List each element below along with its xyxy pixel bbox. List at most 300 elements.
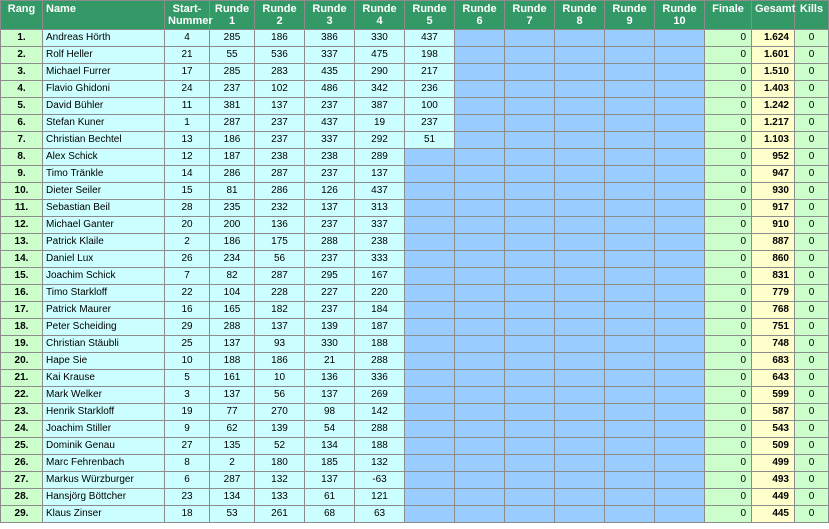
kills-cell: 0: [795, 149, 829, 166]
round-8-cell: [555, 234, 605, 251]
total-cell: 768: [752, 302, 795, 319]
finale-cell: 0: [705, 472, 752, 489]
finale-cell: 0: [705, 132, 752, 149]
round-9-cell: [605, 81, 655, 98]
rank-cell: 4.: [1, 81, 43, 98]
round-1-cell: 186: [210, 132, 255, 149]
kills-cell: 0: [795, 234, 829, 251]
finale-cell: 0: [705, 506, 752, 523]
round-4-cell: -63: [355, 472, 405, 489]
round-1-cell: 77: [210, 404, 255, 421]
table-row: [1, 489, 829, 506]
header-round-label: Runde: [412, 3, 447, 15]
round-3-cell: 98: [305, 404, 355, 421]
round-1-cell: 186: [210, 234, 255, 251]
round-2-cell: 287: [255, 268, 305, 285]
header-round-5: [405, 1, 455, 30]
finale-cell: 0: [705, 421, 752, 438]
name-cell: Peter Scheiding: [43, 319, 165, 336]
finale-cell: 0: [705, 370, 752, 387]
round-8-cell: [555, 472, 605, 489]
rank-cell: 25.: [1, 438, 43, 455]
table-row: [1, 200, 829, 217]
round-2-cell: 186: [255, 30, 305, 47]
round-10-cell: [655, 455, 705, 472]
round-5-cell: [405, 183, 455, 200]
table-row: [1, 506, 829, 523]
start-number-cell: 24: [165, 81, 210, 98]
round-7-cell: [505, 81, 555, 98]
name-cell: Hape Sie: [43, 353, 165, 370]
round-5-cell: 217: [405, 64, 455, 81]
total-cell: 748: [752, 336, 795, 353]
round-7-cell: [505, 387, 555, 404]
round-2-cell: 133: [255, 489, 305, 506]
name-cell: Henrik Starkloff: [43, 404, 165, 421]
kills-cell: 0: [795, 336, 829, 353]
round-8-cell: [555, 217, 605, 234]
round-8-cell: [555, 132, 605, 149]
total-cell: 930: [752, 183, 795, 200]
header-round-1: [210, 1, 255, 30]
round-4-cell: 313: [355, 200, 405, 217]
round-7-cell: [505, 370, 555, 387]
start-number-cell: 16: [165, 302, 210, 319]
start-number-cell: 28: [165, 200, 210, 217]
kills-cell: 0: [795, 183, 829, 200]
round-8-cell: [555, 404, 605, 421]
round-6-cell: [455, 336, 505, 353]
round-9-cell: [605, 217, 655, 234]
total-cell: 643: [752, 370, 795, 387]
table-row: [1, 387, 829, 404]
round-9-cell: [605, 64, 655, 81]
rank-cell: 16.: [1, 285, 43, 302]
rank-cell: 17.: [1, 302, 43, 319]
table-row: [1, 217, 829, 234]
name-cell: Daniel Lux: [43, 251, 165, 268]
round-10-cell: [655, 285, 705, 302]
round-9-cell: [605, 336, 655, 353]
kills-cell: 0: [795, 438, 829, 455]
round-7-cell: [505, 472, 555, 489]
rank-cell: 29.: [1, 506, 43, 523]
round-8-cell: [555, 387, 605, 404]
round-9-cell: [605, 47, 655, 64]
round-7-cell: [505, 200, 555, 217]
round-3-cell: 54: [305, 421, 355, 438]
header-start-number: [165, 1, 213, 30]
round-3-cell: 288: [305, 234, 355, 251]
round-10-cell: [655, 404, 705, 421]
start-number-cell: 21: [165, 47, 210, 64]
header-round-label: Runde: [262, 3, 297, 15]
round-9-cell: [605, 455, 655, 472]
rank-cell: 9.: [1, 166, 43, 183]
table-row: [1, 302, 829, 319]
round-10-cell: [655, 149, 705, 166]
round-10-cell: [655, 200, 705, 217]
finale-cell: 0: [705, 217, 752, 234]
round-4-cell: 387: [355, 98, 405, 115]
round-5-cell: [405, 234, 455, 251]
round-9-cell: [605, 268, 655, 285]
round-1-cell: 381: [210, 98, 255, 115]
round-2-cell: 180: [255, 455, 305, 472]
round-5-cell: [405, 353, 455, 370]
rank-cell: 19.: [1, 336, 43, 353]
round-6-cell: [455, 489, 505, 506]
round-5-cell: [405, 506, 455, 523]
rank-cell: 5.: [1, 98, 43, 115]
round-1-cell: 285: [210, 30, 255, 47]
round-9-cell: [605, 200, 655, 217]
round-7-cell: [505, 30, 555, 47]
round-6-cell: [455, 30, 505, 47]
table-row: [1, 149, 829, 166]
round-8-cell: [555, 336, 605, 353]
round-5-cell: [405, 217, 455, 234]
name-cell: Dominik Genau: [43, 438, 165, 455]
total-cell: 1.242: [752, 98, 795, 115]
rank-cell: 21.: [1, 370, 43, 387]
name-cell: Rolf Heller: [43, 47, 165, 64]
round-5-cell: [405, 200, 455, 217]
round-1-cell: 288: [210, 319, 255, 336]
round-2-cell: 52: [255, 438, 305, 455]
round-7-cell: [505, 234, 555, 251]
round-10-cell: [655, 421, 705, 438]
header-round-9: [605, 1, 655, 30]
round-10-cell: [655, 336, 705, 353]
kills-cell: 0: [795, 200, 829, 217]
round-10-cell: [655, 370, 705, 387]
round-5-cell: [405, 404, 455, 421]
round-5-cell: [405, 387, 455, 404]
round-5-cell: 237: [405, 115, 455, 132]
round-3-cell: 237: [305, 98, 355, 115]
round-3-cell: 330: [305, 336, 355, 353]
table-row: [1, 268, 829, 285]
start-number-cell: 4: [165, 30, 210, 47]
round-4-cell: 337: [355, 217, 405, 234]
kills-cell: 0: [795, 421, 829, 438]
round-6-cell: [455, 81, 505, 98]
header-round-label: Runde: [462, 3, 497, 15]
round-2-cell: 132: [255, 472, 305, 489]
round-2-cell: 136: [255, 217, 305, 234]
round-9-cell: [605, 149, 655, 166]
round-5-cell: [405, 438, 455, 455]
round-9-cell: [605, 387, 655, 404]
round-7-cell: [505, 285, 555, 302]
header-start-line1: Start-: [172, 3, 202, 15]
table-row: [1, 472, 829, 489]
round-9-cell: [605, 98, 655, 115]
round-3-cell: 21: [305, 353, 355, 370]
round-6-cell: [455, 47, 505, 64]
total-cell: 509: [752, 438, 795, 455]
round-1-cell: 81: [210, 183, 255, 200]
round-9-cell: [605, 251, 655, 268]
start-number-cell: 29: [165, 319, 210, 336]
rank-cell: 20.: [1, 353, 43, 370]
round-8-cell: [555, 319, 605, 336]
round-6-cell: [455, 251, 505, 268]
start-number-cell: 13: [165, 132, 210, 149]
table-row: [1, 81, 829, 98]
name-cell: Michael Ganter: [43, 217, 165, 234]
total-cell: 683: [752, 353, 795, 370]
round-9-cell: [605, 166, 655, 183]
header-gesamt: Gesamt: [752, 1, 795, 30]
header-round-2: [255, 1, 305, 30]
finale-cell: 0: [705, 319, 752, 336]
round-4-cell: 289: [355, 149, 405, 166]
start-number-cell: 23: [165, 489, 210, 506]
finale-cell: 0: [705, 268, 752, 285]
round-8-cell: [555, 251, 605, 268]
round-8-cell: [555, 489, 605, 506]
kills-cell: 0: [795, 302, 829, 319]
round-4-cell: 333: [355, 251, 405, 268]
round-9-cell: [605, 183, 655, 200]
table-row: [1, 336, 829, 353]
finale-cell: 0: [705, 489, 752, 506]
round-9-cell: [605, 370, 655, 387]
round-5-cell: 51: [405, 132, 455, 149]
round-9-cell: [605, 489, 655, 506]
round-7-cell: [505, 455, 555, 472]
kills-cell: 0: [795, 472, 829, 489]
round-6-cell: [455, 472, 505, 489]
header-round-num: 4: [376, 15, 383, 27]
round-7-cell: [505, 149, 555, 166]
table-row: [1, 234, 829, 251]
round-1-cell: 200: [210, 217, 255, 234]
kills-cell: 0: [795, 132, 829, 149]
kills-cell: 0: [795, 81, 829, 98]
table-row: [1, 132, 829, 149]
name-cell: Christian Stäubli: [43, 336, 165, 353]
round-4-cell: 238: [355, 234, 405, 251]
name-cell: Timo Tränkle: [43, 166, 165, 183]
finale-cell: 0: [705, 200, 752, 217]
round-4-cell: 188: [355, 336, 405, 353]
round-2-cell: 228: [255, 285, 305, 302]
round-7-cell: [505, 319, 555, 336]
total-cell: 1.403: [752, 81, 795, 98]
table-row: [1, 438, 829, 455]
total-cell: 449: [752, 489, 795, 506]
round-3-cell: 295: [305, 268, 355, 285]
round-4-cell: 167: [355, 268, 405, 285]
round-2-cell: 232: [255, 200, 305, 217]
total-cell: 1.103: [752, 132, 795, 149]
round-9-cell: [605, 319, 655, 336]
round-2-cell: 175: [255, 234, 305, 251]
round-9-cell: [605, 404, 655, 421]
total-cell: 910: [752, 217, 795, 234]
rank-cell: 22.: [1, 387, 43, 404]
name-cell: David Bühler: [43, 98, 165, 115]
round-10-cell: [655, 268, 705, 285]
round-8-cell: [555, 438, 605, 455]
round-6-cell: [455, 166, 505, 183]
round-5-cell: [405, 251, 455, 268]
total-cell: 952: [752, 149, 795, 166]
round-4-cell: 137: [355, 166, 405, 183]
name-cell: Marc Fehrenbach: [43, 455, 165, 472]
name-cell: Markus Würzburger: [43, 472, 165, 489]
header-round-label: Runde: [562, 3, 597, 15]
kills-cell: 0: [795, 370, 829, 387]
round-6-cell: [455, 455, 505, 472]
finale-cell: 0: [705, 30, 752, 47]
round-3-cell: 139: [305, 319, 355, 336]
name-cell: Mark Welker: [43, 387, 165, 404]
round-3-cell: 237: [305, 251, 355, 268]
round-4-cell: 121: [355, 489, 405, 506]
round-10-cell: [655, 251, 705, 268]
rank-cell: 11.: [1, 200, 43, 217]
rank-cell: 23.: [1, 404, 43, 421]
total-cell: 779: [752, 285, 795, 302]
finale-cell: 0: [705, 81, 752, 98]
start-number-cell: 26: [165, 251, 210, 268]
round-5-cell: [405, 319, 455, 336]
start-number-cell: 11: [165, 98, 210, 115]
finale-cell: 0: [705, 404, 752, 421]
start-number-cell: 1: [165, 115, 210, 132]
rank-cell: 7.: [1, 132, 43, 149]
round-8-cell: [555, 353, 605, 370]
round-8-cell: [555, 268, 605, 285]
table-row: [1, 319, 829, 336]
round-2-cell: 261: [255, 506, 305, 523]
table-row: [1, 455, 829, 472]
total-cell: 587: [752, 404, 795, 421]
round-1-cell: 137: [210, 336, 255, 353]
table-row: [1, 115, 829, 132]
name-cell: Timo Starkloff: [43, 285, 165, 302]
total-cell: 1.624: [752, 30, 795, 47]
round-10-cell: [655, 472, 705, 489]
round-10-cell: [655, 353, 705, 370]
round-8-cell: [555, 98, 605, 115]
table-row: [1, 404, 829, 421]
total-cell: 543: [752, 421, 795, 438]
start-number-cell: 17: [165, 64, 210, 81]
total-cell: 860: [752, 251, 795, 268]
round-1-cell: 286: [210, 166, 255, 183]
round-5-cell: [405, 268, 455, 285]
start-number-cell: 12: [165, 149, 210, 166]
rank-cell: 28.: [1, 489, 43, 506]
round-6-cell: [455, 149, 505, 166]
rank-cell: 12.: [1, 217, 43, 234]
round-1-cell: 137: [210, 387, 255, 404]
round-4-cell: 288: [355, 421, 405, 438]
header-round-label: Runde: [214, 3, 250, 15]
kills-cell: 0: [795, 30, 829, 47]
round-3-cell: 237: [305, 217, 355, 234]
round-2-cell: 238: [255, 149, 305, 166]
finale-cell: 0: [705, 115, 752, 132]
round-4-cell: 336: [355, 370, 405, 387]
round-3-cell: 61: [305, 489, 355, 506]
round-8-cell: [555, 200, 605, 217]
header-start-line2: Nummer: [168, 15, 213, 27]
name-cell: Joachim Schick: [43, 268, 165, 285]
round-10-cell: [655, 81, 705, 98]
round-6-cell: [455, 98, 505, 115]
name-cell: Alex Schick: [43, 149, 165, 166]
finale-cell: 0: [705, 149, 752, 166]
round-5-cell: 437: [405, 30, 455, 47]
round-9-cell: [605, 302, 655, 319]
round-2-cell: 237: [255, 132, 305, 149]
round-3-cell: 137: [305, 387, 355, 404]
finale-cell: 0: [705, 251, 752, 268]
total-cell: 599: [752, 387, 795, 404]
round-9-cell: [605, 438, 655, 455]
rank-cell: 8.: [1, 149, 43, 166]
round-1-cell: 234: [210, 251, 255, 268]
round-7-cell: [505, 302, 555, 319]
round-3-cell: 337: [305, 47, 355, 64]
kills-cell: 0: [795, 217, 829, 234]
round-4-cell: 288: [355, 353, 405, 370]
round-2-cell: 139: [255, 421, 305, 438]
round-1-cell: 235: [210, 200, 255, 217]
name-cell: Hansjörg Böttcher: [43, 489, 165, 506]
round-9-cell: [605, 506, 655, 523]
name-cell: Kai Krause: [43, 370, 165, 387]
name-cell: Dieter Seiler: [43, 183, 165, 200]
total-cell: 493: [752, 472, 795, 489]
round-9-cell: [605, 285, 655, 302]
header-round-num: 10: [673, 15, 686, 27]
round-10-cell: [655, 387, 705, 404]
round-1-cell: 62: [210, 421, 255, 438]
round-7-cell: [505, 489, 555, 506]
total-cell: 1.510: [752, 64, 795, 81]
kills-cell: 0: [795, 506, 829, 523]
start-number-cell: 25: [165, 336, 210, 353]
round-10-cell: [655, 438, 705, 455]
round-5-cell: [405, 336, 455, 353]
round-3-cell: 237: [305, 166, 355, 183]
header-kills: Kills: [795, 1, 829, 30]
round-8-cell: [555, 166, 605, 183]
round-2-cell: 536: [255, 47, 305, 64]
round-3-cell: 136: [305, 370, 355, 387]
rank-cell: 15.: [1, 268, 43, 285]
round-3-cell: 238: [305, 149, 355, 166]
round-1-cell: 287: [210, 115, 255, 132]
round-4-cell: 188: [355, 438, 405, 455]
name-cell: Michael Furrer: [43, 64, 165, 81]
round-8-cell: [555, 455, 605, 472]
header-round-label: Runde: [362, 3, 397, 15]
round-9-cell: [605, 472, 655, 489]
finale-cell: 0: [705, 98, 752, 115]
round-7-cell: [505, 353, 555, 370]
round-5-cell: [405, 302, 455, 319]
round-8-cell: [555, 115, 605, 132]
header-round-8: [555, 1, 605, 30]
